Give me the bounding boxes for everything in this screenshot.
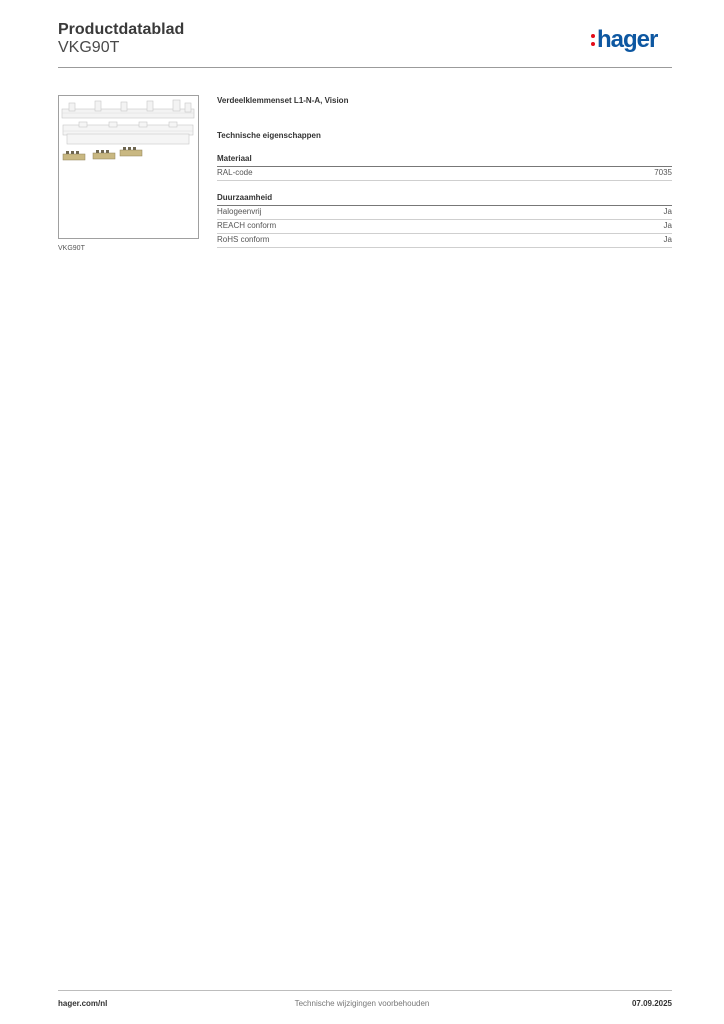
hager-logo xyxy=(591,28,657,52)
footer-disclaimer: Technische wijzigingen voorbehouden xyxy=(294,999,430,1008)
spec-value: Ja xyxy=(663,207,672,216)
spec-group-duurzaamheid xyxy=(217,193,672,248)
group-title: Duurzaamheid xyxy=(217,193,672,206)
product-name: Verdeelklemmenset L1-N-A, Vision xyxy=(217,96,349,105)
logo-text: hager xyxy=(597,26,658,53)
spec-value: 7035 xyxy=(654,168,672,177)
header-divider xyxy=(58,67,672,68)
spec-label: RAL-code xyxy=(217,168,253,177)
logo-dots-icon xyxy=(591,34,595,46)
footer-divider xyxy=(58,990,672,991)
spec-row xyxy=(217,234,672,248)
product-image xyxy=(58,95,199,239)
spec-row xyxy=(217,206,672,220)
spec-group-materiaal xyxy=(217,154,672,181)
terminal-set-illustration-icon xyxy=(59,96,198,238)
spec-label: Halogeenvrij xyxy=(217,207,262,216)
spec-row xyxy=(217,220,672,234)
footer-website-link[interactable]: hager.com/nl xyxy=(58,999,108,1008)
page-subtitle: VKG90T xyxy=(58,39,120,56)
footer-date: 07.09.2025 xyxy=(631,999,672,1008)
group-title: Materiaal xyxy=(217,154,672,167)
page-title: Productdatablad xyxy=(58,21,185,38)
spec-panel xyxy=(217,96,672,260)
spec-value: Ja xyxy=(663,235,672,244)
image-caption: VKG90T xyxy=(58,245,85,252)
spec-value: Ja xyxy=(663,221,672,230)
spec-label: REACH conform xyxy=(217,221,277,230)
spec-label: RoHS conform xyxy=(217,235,270,244)
spec-row xyxy=(217,167,672,181)
section-title: Technische eigenschappen xyxy=(217,131,321,140)
